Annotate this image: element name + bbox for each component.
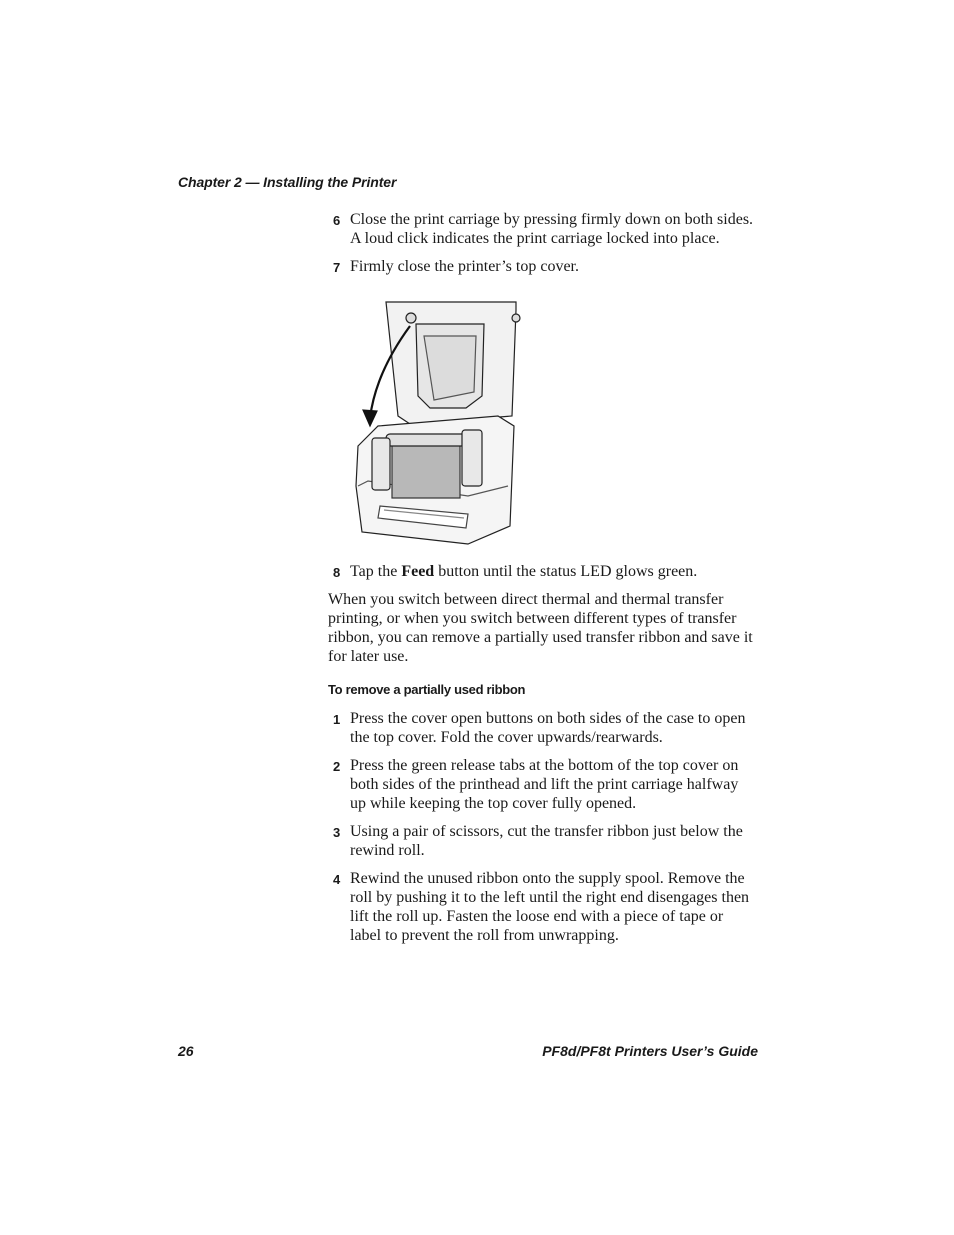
feed-button-label: Feed xyxy=(401,563,435,580)
step-number: 1 xyxy=(333,712,341,727)
step-6 xyxy=(328,210,758,248)
step-text-after: button until the status LED glows green. xyxy=(434,563,698,580)
step-text: Close the print carriage by pressing firmly down on both sides. A loud click indicates the print carriage locked into place. xyxy=(350,211,754,247)
procedure-step-3 xyxy=(328,822,758,860)
step-number: 7 xyxy=(333,260,341,275)
step-text: Using a pair of scissors, cut the transfer ribbon just below the rewind roll. xyxy=(350,823,743,859)
procedure-step-2 xyxy=(328,756,758,813)
step-text-before: Tap the xyxy=(350,563,402,580)
step-text: Rewind the unused ribbon onto the supply spool. Remove the roll by pushing it to the left until the right end disengages then lift the roll up. Fasten the loose end with a piece of tape or label to prevent the roll from unwrapping. xyxy=(350,870,750,944)
procedure-heading: To remove a partially used ribbon xyxy=(328,682,526,697)
step-text: Firmly close the printer’s top cover. xyxy=(350,258,579,275)
step-text: Press the green release tabs at the bottom of the top cover on both sides of the printhead and lift the print carriage halfway up while keeping the top cover fully opened. xyxy=(350,757,739,812)
step-7 xyxy=(328,257,758,276)
step-text: Press the cover open buttons on both sides of the case to open the top cover. Fold the cover upwards/rearwards. xyxy=(350,710,746,746)
page-number: 26 xyxy=(178,1043,194,1059)
intro-paragraph: When you switch between direct thermal and thermal transfer printing, or when you switch between different types of transfer ribbon, you can remove a partially used transfer ribbon and save it for later use. xyxy=(328,591,753,665)
printer-closing-cover-illustration xyxy=(348,296,528,548)
procedure-step-1 xyxy=(328,709,758,747)
step-number: 3 xyxy=(333,825,341,840)
step-8 xyxy=(328,562,758,581)
step-number: 2 xyxy=(333,759,341,774)
guide-title: PF8d/PF8t Printers User’s Guide xyxy=(542,1043,758,1059)
page-content xyxy=(328,210,758,954)
step-number: 4 xyxy=(333,872,341,887)
step-number: 6 xyxy=(333,213,341,228)
running-head: Chapter 2 — Installing the Printer xyxy=(178,174,397,190)
procedure-step-4 xyxy=(328,869,758,945)
step-number: 8 xyxy=(333,565,341,580)
